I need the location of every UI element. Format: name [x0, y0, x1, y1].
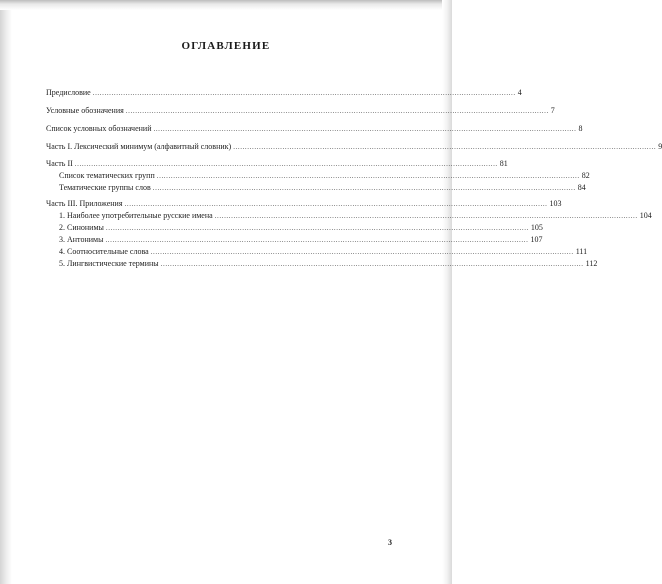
toc-leader-dots: ....................................................................................................................................................................................	[156, 172, 580, 180]
toc-entry-part-2-words[interactable]	[59, 182, 586, 194]
toc-entry-label: Условные обозначения	[46, 106, 124, 115]
toc-entry-page: 105	[530, 223, 543, 232]
toc-entry-page: 112	[585, 259, 598, 268]
toc-entry-label: Предисловие	[46, 88, 91, 97]
toc-entry-part-1[interactable]	[46, 141, 662, 153]
toc-entry-page: 107	[530, 235, 543, 244]
toc-entry-abbreviations[interactable]	[46, 123, 583, 135]
toc-leader-dots: ....................................................................................................................................................................................	[105, 224, 529, 232]
toc-entry-conventions[interactable]	[46, 105, 555, 117]
toc-entry-label: 4. Соотносительные слова	[59, 247, 149, 256]
toc-entry-page: 104	[639, 211, 652, 220]
toc-entry-preface[interactable]	[46, 87, 522, 99]
toc-entry-names[interactable]	[59, 210, 652, 222]
toc-leader-dots: ....................................................................................................................................................................................	[150, 248, 574, 256]
toc-entry-page: 9	[658, 142, 662, 151]
toc-entry-label: 2. Синонимы	[59, 223, 104, 232]
toc-entry-page: 84	[577, 183, 586, 192]
toc-entry-label: Часть III. Приложения	[46, 199, 123, 208]
toc-entry-label: Тематические группы слов	[59, 183, 151, 192]
toc-leader-dots: ....................................................................................................................................................................................	[214, 212, 638, 220]
toc-entry-page: 7	[550, 106, 555, 115]
toc-entry-page: 82	[581, 171, 590, 180]
toc-leader-dots: ....................................................................................................................................................................................	[153, 125, 577, 133]
toc-entry-label: 1. Наиболее употребительные русские имена	[59, 211, 213, 220]
toc-entry-label: Часть II	[46, 159, 73, 168]
toc-entry-label: 3. Антонимы	[59, 235, 104, 244]
toc-leader-dots: ....................................................................................................................................................................................	[233, 143, 657, 151]
scan-edge-left	[0, 0, 12, 584]
toc-leader-dots: ....................................................................................................................................................................................	[125, 107, 549, 115]
toc-entry-page: 103	[549, 199, 562, 208]
toc-entry-synonyms[interactable]	[59, 222, 543, 234]
toc-leader-dots: ....................................................................................................................................................................................	[152, 184, 576, 192]
toc-leader-dots: ....................................................................................................................................................................................	[105, 236, 529, 244]
toc-entry-label: Часть I. Лексический минимум (алфавитный словник)	[46, 142, 232, 151]
toc-entry-part-2-groups[interactable]	[59, 170, 590, 182]
table-of-contents	[46, 0, 662, 584]
page-title: ОГЛАВЛЕНИЕ	[181, 40, 271, 52]
toc-entry-linguistic-terms[interactable]	[59, 258, 598, 270]
toc-leader-dots: ....................................................................................................................................................................................	[160, 260, 584, 268]
toc-entry-label: Список тематических групп	[59, 171, 155, 180]
toc-entry-page: 111	[575, 247, 588, 256]
toc-entry-part-2[interactable]	[46, 158, 508, 170]
toc-entry-page: 4	[517, 88, 522, 97]
toc-leader-dots: ....................................................................................................................................................................................	[74, 160, 498, 168]
toc-entry-page: 8	[578, 124, 583, 133]
toc-entry-correlative-words[interactable]	[59, 246, 588, 258]
toc-entry-label: 5. Лингвистические термины	[59, 259, 159, 268]
page-number: 3	[388, 538, 392, 547]
toc-entry-label: Список условных обозначений	[46, 124, 152, 133]
toc-leader-dots: ....................................................................................................................................................................................	[124, 200, 548, 208]
toc-leader-dots: ....................................................................................................................................................................................	[92, 89, 516, 97]
toc-entry-page: 81	[499, 159, 508, 168]
toc-entry-antonyms[interactable]	[59, 234, 543, 246]
toc-entry-part-3[interactable]	[46, 198, 562, 210]
